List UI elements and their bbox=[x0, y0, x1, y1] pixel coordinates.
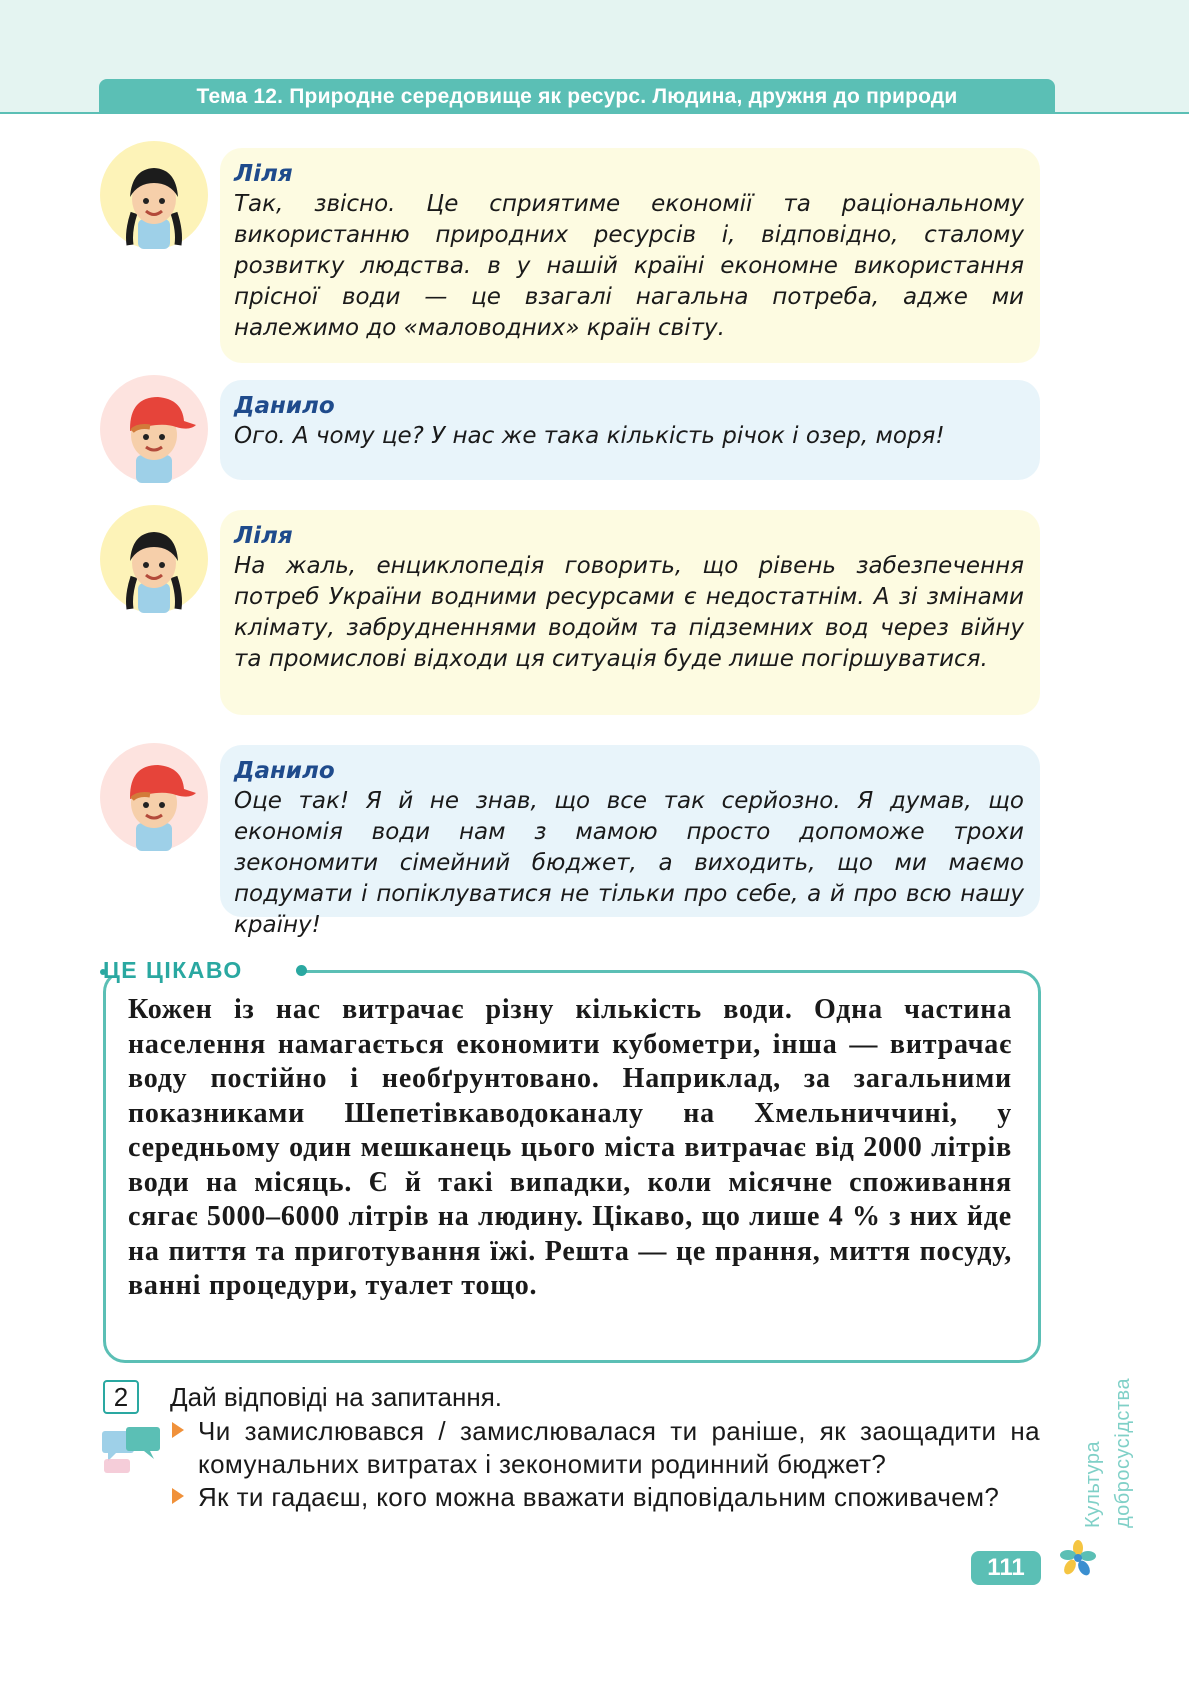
speech-text: Оце так! Я й не знав, що все так серйозно. Я думав, що економія води нам з мамою просто допоможе трохи зекономити сімейний бюджет, а виходить, що ми маємо подумати і попіклуватися не тільки про себе, а й про всю нашу країну! bbox=[234, 788, 1024, 938]
speech-text: На жаль, енциклопедія говорить, що рівень забезпечення потреб України водними ресурсами є недостатнім. А зі змінами клімату, забрудненнями водойм та підземних вод через війну та промислові відходи ця ситуація буде лише погіршуватися. bbox=[234, 553, 1024, 672]
boy-avatar bbox=[100, 375, 208, 483]
fact-dot-icon bbox=[296, 965, 307, 976]
girl-avatar bbox=[100, 141, 208, 249]
question-text: Як ти гадаєш, кого можна вважати відповідальним споживачем? bbox=[198, 1482, 1000, 1512]
triangle-bullet-icon bbox=[172, 1488, 184, 1504]
list-item bbox=[170, 1415, 1040, 1481]
flower-icon bbox=[1060, 1540, 1096, 1576]
page-number: 111 bbox=[971, 1551, 1041, 1585]
question-text: Чи замислювався / замислювалася ти раніше, як заощадити на комунальних витратах і зекономити родинний бюджет? bbox=[198, 1416, 1040, 1479]
dialogue-bubble-danylo-2 bbox=[220, 745, 1040, 938]
task-questions bbox=[170, 1415, 1040, 1514]
dialogue-bubble-lilya-1 bbox=[220, 148, 1040, 363]
dialogue-bubble-lilya-2 bbox=[220, 510, 1040, 715]
speaker-name: Ліля bbox=[234, 523, 293, 549]
speaker-name: Ліля bbox=[234, 161, 293, 187]
fact-text: Кожен із нас витрачає різну кількість води. Одна частина населення намагається економити кубометри, інша — витрачає воду постійно і необґрунтовано. Наприклад, за загальними показниками Шепетівкаводоканалу на Хмельниччині, у середньому один мешканець цього міста витрачає від 2000 літрів води на місяць. Є й такі випадки, коли місячне споживання сягає 5000–6000 літрів на людину. Цікаво, що лише 4 % з них йде на пиття та приготування їжі. Решта — це прання, миття посуду, ванні процедури, туалет тощо. bbox=[128, 994, 1012, 1301]
triangle-bullet-icon bbox=[172, 1422, 184, 1438]
fact-label: ЦЕ ЦІКАВО bbox=[103, 957, 243, 983]
speech-text: Ого. А чому це? У нас же така кількість річок і озер, моря! bbox=[234, 423, 945, 449]
boy-avatar bbox=[100, 743, 208, 851]
topic-title: Тема 12. Природне середовище як ресурс. Людина, дружня до природи bbox=[99, 79, 1055, 114]
task-title: Дай відповіді на запитання. bbox=[170, 1382, 502, 1412]
task-number: 2 bbox=[103, 1380, 139, 1414]
speaker-name: Данило bbox=[234, 393, 335, 419]
chat-bubbles-icon bbox=[100, 1425, 162, 1475]
list-item bbox=[170, 1481, 1040, 1514]
girl-avatar bbox=[100, 505, 208, 613]
speech-text: Так, звісно. Це сприятиме економії та раціональному використанню природних ресурсів і, відповідно, сталому розвитку людства. в у нашій країні економне використання прісної води — це взагалі нагальна потреба, адже ми належимо до «маловодних» країн світу. bbox=[234, 191, 1024, 341]
section-side-label: Культура добросусідства bbox=[1082, 1377, 1134, 1528]
dialogue-bubble-danylo-1 bbox=[220, 380, 1040, 480]
speaker-name: Данило bbox=[234, 758, 335, 784]
